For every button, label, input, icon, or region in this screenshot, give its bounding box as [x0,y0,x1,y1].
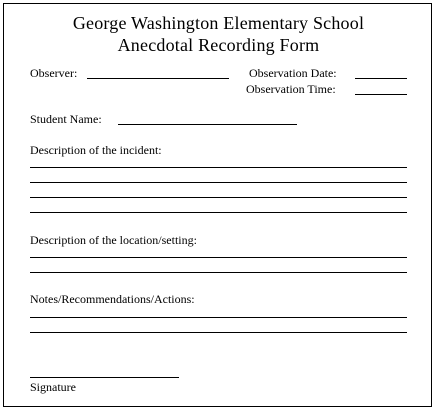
signature-label: Signature [30,380,76,394]
observer-field[interactable] [87,78,229,79]
incident-description-label: Description of the incident: [30,143,162,157]
incident-line[interactable] [30,167,407,168]
observer-label: Observer: [30,66,78,80]
student-name-label: Student Name: [30,112,102,126]
location-line[interactable] [30,257,407,258]
notes-label: Notes/Recommendations/Actions: [30,292,195,306]
observation-time-field[interactable] [355,94,407,95]
incident-line[interactable] [30,197,407,198]
incident-line[interactable] [30,212,407,213]
observation-date-label: Observation Date: [249,66,337,80]
notes-line[interactable] [30,317,407,318]
location-description-label: Description of the location/setting: [30,233,197,247]
school-name: George Washington Elementary School [72,13,365,33]
signature-field[interactable] [30,377,179,378]
incident-line[interactable] [30,182,407,183]
form-title: Anecdotal Recording Form [117,35,320,55]
observation-date-field[interactable] [355,78,407,79]
location-line[interactable] [30,272,407,273]
notes-line[interactable] [30,332,407,333]
student-name-field[interactable] [118,124,297,125]
observation-time-label: Observation Time: [246,82,336,96]
form-frame [3,3,432,407]
